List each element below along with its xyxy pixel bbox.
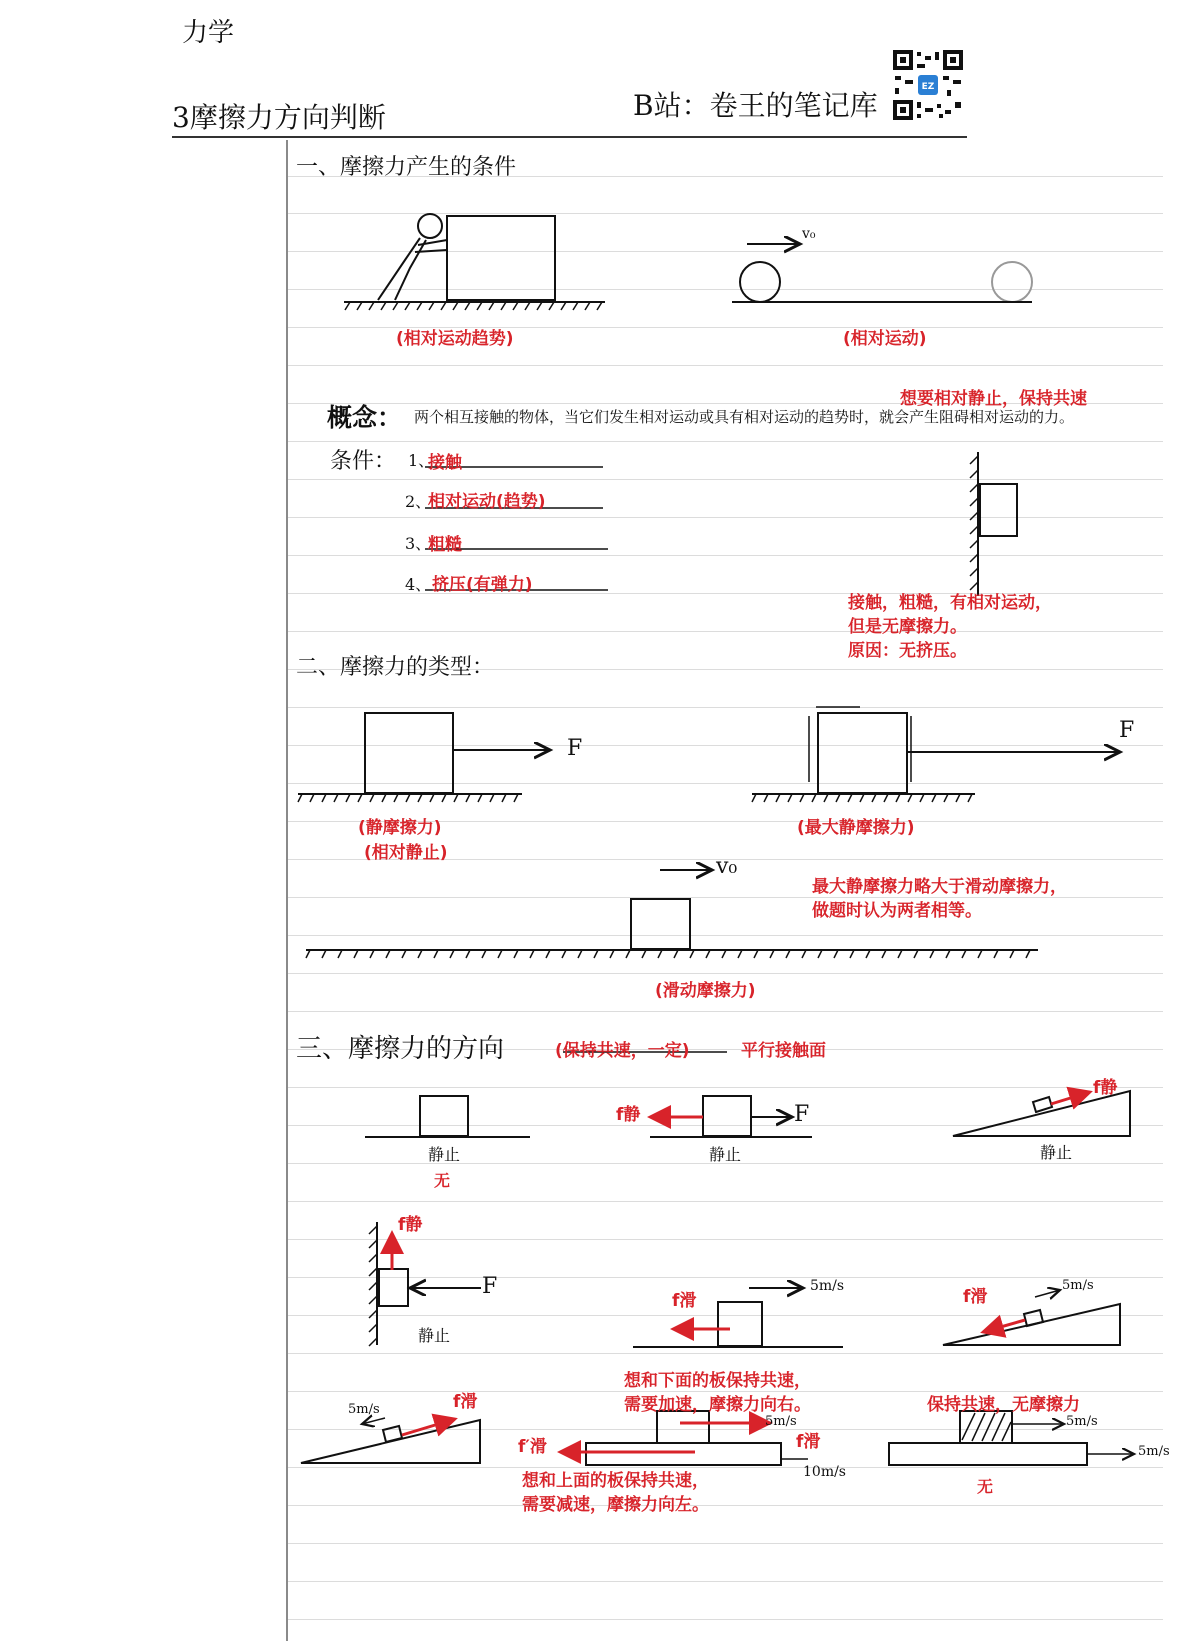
- section3-heading-prefix: (保持共速，一定): [555, 1041, 690, 1061]
- condition-2-text: 相对运动(趋势): [428, 492, 546, 512]
- sliding-velocity: v₀: [716, 854, 738, 879]
- section3-heading-note: 平行接触面: [741, 1041, 826, 1061]
- r2-fig2-speed: 5m/s: [810, 1278, 845, 1294]
- subject-label: 力学: [182, 18, 235, 48]
- r2-fig3-speed: 5m/s: [1062, 1278, 1094, 1293]
- r1-fig2-force: F: [794, 1102, 810, 1127]
- static-caption-2: (相对静止): [364, 843, 448, 863]
- fig-ball-caption: (相对运动): [843, 329, 927, 349]
- figure-push-box: [344, 214, 605, 310]
- max-note-2: 做题时认为两者相等。: [812, 901, 982, 921]
- r1-block-pulled: [650, 1096, 812, 1137]
- section1-heading: 一、摩擦力产生的条件: [296, 155, 517, 180]
- fig-ball-velocity: v₀: [802, 226, 816, 242]
- r3-fig2-bottom-speed: 10m/s: [803, 1464, 846, 1480]
- r1-fig3-label: 静止: [1040, 1143, 1073, 1162]
- r1-fig3-friction: f静: [1093, 1078, 1118, 1098]
- condition-4-num: 4、: [405, 575, 432, 594]
- r2-fig1-label: 静止: [418, 1326, 451, 1345]
- wall-note-1: 接触，粗糙，有相对运动，: [848, 593, 1052, 613]
- concept-note: 想要相对静止，保持共速: [900, 389, 1087, 409]
- r3-fig3-note: 保持共速，无摩擦力: [927, 1395, 1080, 1415]
- condition-2-num: 2、: [405, 492, 432, 511]
- figure-max-static-friction: [752, 707, 1120, 802]
- condition-1-num: 1、: [408, 451, 435, 470]
- r3-fig2-friction-top: f滑: [796, 1432, 821, 1452]
- condition-3-num: 3、: [405, 534, 432, 553]
- wall-note-3: 原因：无挤压。: [848, 641, 967, 661]
- figure-rolling-ball: [732, 244, 1032, 302]
- r2-fig3-friction: f滑: [963, 1287, 988, 1307]
- concept-text: 两个相互接触的物体，当它们发生相对运动或具有相对运动的趋势时，就会产生阻碍相对运动的力。: [414, 408, 1075, 426]
- r2-fig1-friction: f静: [398, 1215, 423, 1235]
- r1-fig1-answer: 无: [434, 1171, 451, 1190]
- wall-note-2: 但是无摩擦力。: [848, 617, 967, 637]
- sliding-caption: (滑动摩擦力): [655, 981, 756, 1001]
- header-underline: [172, 136, 967, 138]
- r2-fig2-friction: f滑: [672, 1291, 697, 1311]
- figure-static-friction: [298, 713, 550, 802]
- fig-push-caption: (相对运动趋势): [396, 329, 514, 349]
- section3-heading: 三、摩擦力的方向: [296, 1034, 505, 1064]
- condition-1-text: 接触: [428, 453, 462, 473]
- figure-wall-block: [970, 452, 1017, 596]
- r2-block-sliding: [633, 1288, 843, 1347]
- maxstatic-force-label: F: [1119, 718, 1135, 743]
- r3-fig1-speed: 5m/s: [348, 1402, 380, 1417]
- r1-block-rest: [365, 1096, 530, 1137]
- static-force-label: F: [567, 736, 583, 761]
- r3-fig2-note-bottom-2: 需要减速，摩擦力向左。: [522, 1495, 709, 1515]
- r3-fig2-note-bottom-1: 想和上面的板保持共速，: [522, 1471, 709, 1491]
- max-note-1: 最大静摩擦力略大于滑动摩擦力，: [812, 877, 1067, 897]
- r3-fig2-note-top-1: 想和下面的板保持共速，: [624, 1371, 811, 1391]
- r1-fig1-label: 静止: [428, 1145, 461, 1164]
- condition-3-text: 粗糙: [428, 535, 462, 555]
- r1-fig2-label: 静止: [709, 1145, 742, 1164]
- r3-fig1-friction: f滑: [453, 1392, 478, 1412]
- r1-fig2-friction: f静: [616, 1105, 641, 1125]
- r3-fig3-bottom-speed: 5m/s: [1138, 1444, 1170, 1459]
- maxstatic-caption: (最大静摩擦力): [797, 818, 915, 838]
- channel-label: B站：卷王的笔记库: [633, 89, 878, 122]
- section2-heading: 二、摩擦力的类型：: [296, 655, 495, 680]
- static-caption: (静摩擦力): [358, 818, 442, 838]
- concept-label: 概念：: [327, 403, 403, 432]
- r3-incline: [301, 1418, 480, 1463]
- r3-fig3-answer: 无: [977, 1477, 994, 1496]
- qr-code-icon: [893, 50, 963, 120]
- r3-fig2-top-speed: 5m/s: [765, 1414, 797, 1429]
- svg-text:EZ: EZ: [921, 82, 935, 92]
- r3-fig3-top-speed: 5m/s: [1066, 1414, 1098, 1429]
- page-title: 3摩擦力方向判断: [172, 101, 386, 134]
- conditions-label: 条件：: [330, 449, 397, 474]
- r3-fig2-note-top-2: 需要加速，摩擦力向右。: [624, 1395, 811, 1415]
- margin-line: [286, 140, 288, 1641]
- r2-fig1-force: F: [482, 1274, 498, 1299]
- condition-4-text: 挤压(有弹力): [432, 575, 533, 595]
- r3-fig2-friction-bottom: f′滑: [518, 1437, 547, 1457]
